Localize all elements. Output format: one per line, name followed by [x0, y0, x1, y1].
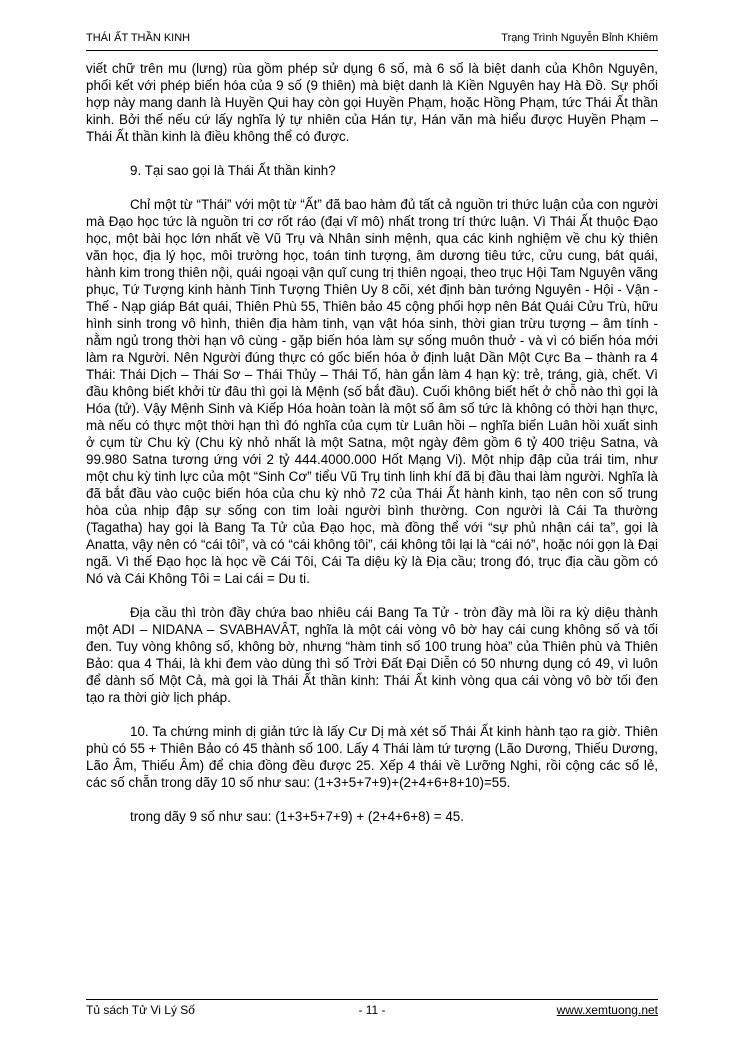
footer-website-link[interactable]: www.xemtuong.net [556, 1003, 658, 1017]
header-book-title: THÁI ẤT THẦN KINH [86, 32, 191, 44]
page-footer [86, 1003, 658, 1019]
paragraph-sequence: trong dãy 9 số như sau: (1+3+5+7+9) + (2+4+6+8) = 45. [130, 809, 464, 824]
paragraph-section-9: Chỉ một từ “Thái” với một từ “Ất” đã bao hàm đủ tất cả nguồn tri thức luận của con người mà Đạo học tức là nguồn tri cơ rốt ráo (đại vĩ mô) nhất trong trí thức luận. Vì Thái Ất thuộc Đạo học, một bài học lớn nhất về Vũ Trụ và Nhân sinh mệnh, qua các kinh nghiệm về chu kỳ thiên văn học, địa lý học, môi trường học, toán tinh tượng, âm dương tiêu tức, cửu cung, bát quái, hành kim trong thiên nội, quái ngoại vận quĩ cung trị thiên ngoại, theo trục Hội Tam Nguyên vãng phục, Tứ Tượng kinh hành Tinh Tượng Thiên Uy 8 cõi, xét định bàn tướng Nguyên - Hội - Vận - Thế - Nạp giáp Bát quái, Thiên Phù 55, Thiên bảo 45 cộng phối hợp nên Bát Quái Cửu Trù, hữu hình sinh trong vô hình, thiên địa hàm tinh, vạn vật hóa sinh, thời gian trừu tượng – âm tính - nằm ngủ trong thời hạn vô cùng - gặp biến hóa làm sự sống muôn thuở - và vì có biến hóa mới làm ra Người. Nên Người đúng thực có gốc biến hóa ở định luật Dần Một Cực Ba – thành ra 4 Thái: Thái Dịch – Thái Sơ – Thái Thủy – Thái Tố, hàn gắn làm 4 hạn kỳ: trẻ, tráng, già, chết. Vì đầu không biết khởi từ đâu thì gọi là Mệnh (số bắt đầu). Cuối không biết hết ở chỗ nào thì gọi là Hóa (tử). Vậy Mệnh Sinh và Kiếp Hóa hoàn toàn là một số âm số tức là không có thời hạn thực, mà nếu có thực một thời hạn thì đó nghĩa của cụm từ Luân hồi – nghĩa biến Luân hồi xuất sinh ở cụm từ Chu kỳ (Chu kỳ nhỏ nhất là một Satna, một ngày đêm gồm 6 tỷ 400 triệu Satna, và 99.980 Satna tương ứng với 2 tỷ 444.4000.000 Hốt Mạng Vi). Một nhịp đập của trái tim, như một chu kỳ tinh lực của một “Sinh Cơ” tiểu Vũ Trụ tinh linh khí đã bị đầu thai làm người. Nghĩa là đã bắt đầu vào cuộc biến hóa của chu kỳ nhỏ 72 của Thái Ất hành kinh, tạo nên con số trung hòa của nhịp đập sự sống con tim loài người bình thường. Con người là Cái Ta thường (Tagatha) hay gọi là Bang Ta Tử của Đạo học, mà đồng thể với “sự phủ nhận cái ta”, gọi là Anatta, vậy nên có “cái tôi”, và có “cái không tôi”, cái không tôi lại là “cái nó”, hoặc nói gọn là Đại ngã. Vì thế Đạo học là học về Cái Tôi, Cái Ta diệu kỳ là Địa cầu; trong đó, trục địa cầu gồm có Nó và Cái Không Tôi = Lai cái = Du ti. [86, 197, 658, 586]
page-body [86, 60, 658, 842]
footer-collection: Tủ sách Tử Vi Lý Số [86, 1003, 195, 1017]
page-header [86, 32, 658, 50]
footer-divider [86, 999, 658, 1000]
header-author: Trạng Trình Nguyễn Bỉnh Khiêm [501, 32, 658, 44]
paragraph-continuation: viết chữ trên mu (lưng) rùa gồm phép sử dụng 6 số, mà 6 số là biệt danh của Khôn Nguyên, phối kết với phép biến hóa của 9 số (9 thiên) mà biệt danh là Kiền Nguyên hay Hà Đồ. Sự phối hợp này mang danh là Huyền Qui hay còn gọi Huyền Phạm, hoặc Hồng Phạm, tức Thái Ất thần kinh. Bởi thế nếu cứ lấy nghĩa lý tự nhiên của Hán tự, Hán văn mà hiểu được Huyền Phạm – Thái Ất thần kinh là điều không thể có được. [86, 61, 658, 144]
page-number: - 11 - [358, 1003, 386, 1017]
header-divider [86, 50, 658, 51]
paragraph-section-10: 10. Ta chứng minh dị giản tức là lấy Cư Dị mà xét số Thái Ất kinh hành tạo ra giờ. Thiên phù có 55 + Thiên Bảo có 45 thành số 100. Lấy 4 Thái làm tứ tượng (Lão Dương, Thiếu Dương, Lão Âm, Thiếu Âm) để chia đồng đều được 25. Xếp 4 thái về Lưỡng Nghi, rồi cộng các số lẻ, các số chẵn trong dãy 10 số như sau: (1+3+5+7+9)+(2+4+6+8+10)=55. [86, 724, 658, 790]
paragraph-dia-cau: Địa cầu thì tròn đầy chứa bao nhiêu cái Bang Ta Tử - tròn đầy mà lồi ra kỳ diệu thành một ADI – NIDANA – SVABHAVÂT, nghĩa là một cái vòng vô bờ hay cái cung không số và tối đen. Tuy vòng không số, không bờ, nhưng “hàm tinh số 100 trung hòa” của Thiên phù và Thiên Bảo: qua 4 Thái, là khi đem vào dùng thì số Trời Đất Đại Diễn có 50 nhưng dụng có 49, vì luôn để dành số Một Cả, mà gọi là Thái Ất thần kinh: Thái Ất kinh vòng qua cái vòng vô bờ tối đen tạo ra thời giờ lịch pháp. [86, 605, 658, 705]
section-heading-9: 9. Tại sao gọi là Thái Ất thần kinh? [130, 163, 336, 178]
